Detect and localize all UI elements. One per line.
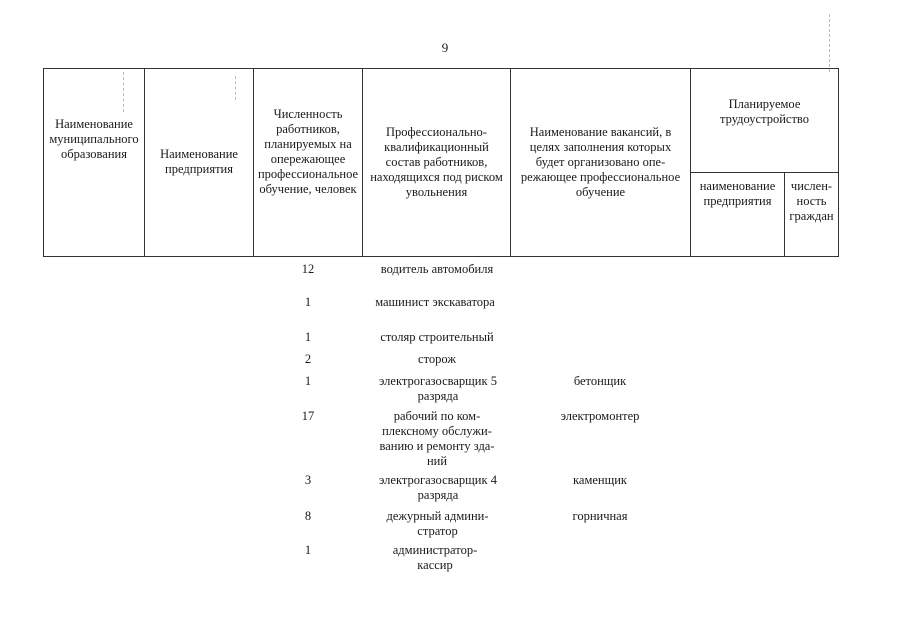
- row-2-count: 1: [304, 295, 312, 309]
- header-employment: Планируемое трудоустройство: [691, 69, 839, 173]
- row-9-count: 1: [304, 543, 312, 557]
- header-enterprise: Наименование предприятия: [145, 69, 254, 257]
- row-7-vacancy: каменщик: [573, 473, 627, 487]
- scan-artifact: [123, 72, 124, 112]
- header-table: [43, 68, 839, 257]
- header-employment-count: численность граждан: [785, 173, 839, 257]
- row-3-profession: столяр строительный: [380, 330, 494, 344]
- scan-artifact: [235, 76, 236, 100]
- row-9-profession: администратор-кассир: [392, 543, 478, 572]
- header-employment-enterprise: наименование предприятия: [691, 173, 785, 257]
- header-professional: Профессионально-квалификационный состав работников, находящихся под риском увольнения: [363, 69, 511, 257]
- row-5-count: 1: [304, 374, 312, 388]
- header-vacancies: Наименование вакансий, в целях заполнения которых будет организовано опережающее профессиональное обучение: [511, 69, 691, 257]
- row-6-profession: рабочий по комплексному обслуживанию и ремонту зданий: [379, 409, 495, 468]
- row-6-count: 17: [301, 409, 315, 423]
- row-8-count: 8: [304, 509, 312, 523]
- row-3-count: 1: [304, 330, 312, 344]
- row-6-vacancy: электромонтер: [560, 409, 640, 423]
- row-8-profession: дежурный администратор: [386, 509, 489, 538]
- row-4-count: 2: [304, 352, 312, 366]
- row-5-profession: электрогазосварщик 5 разряда: [379, 374, 497, 403]
- row-5-vacancy: бетонщик: [573, 374, 627, 388]
- scan-artifact: [829, 14, 830, 72]
- row-7-count: 3: [304, 473, 312, 487]
- header-count: Численность работников, планируемых на опережающее профессиональное обучение, человек: [254, 69, 363, 257]
- header-municipality: Наименование муниципального образования: [44, 69, 145, 257]
- row-1-count: 12: [301, 262, 315, 276]
- row-7-profession: электрогазосварщик 4 разряда: [379, 473, 497, 502]
- row-4-profession: сторож: [418, 352, 456, 366]
- page-number: 9: [441, 40, 449, 55]
- row-8-vacancy: горничная: [572, 509, 628, 523]
- row-2-profession: машинист экскаватора: [375, 295, 495, 309]
- row-1-profession: водитель автомобиля: [380, 262, 494, 276]
